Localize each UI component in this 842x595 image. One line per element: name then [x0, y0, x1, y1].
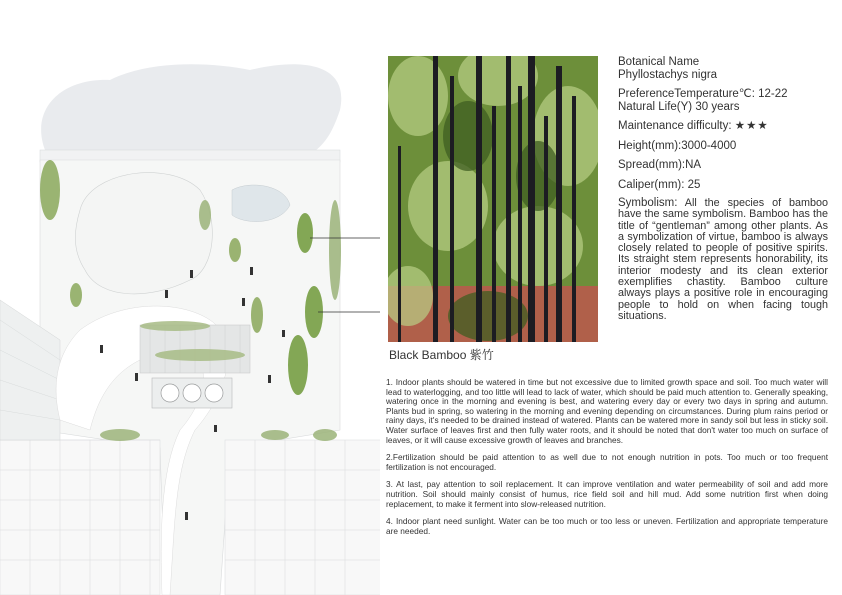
- height: Height(mm):3000-4000: [618, 139, 737, 152]
- site-plan: [0, 0, 380, 595]
- caliper: Caliper(mm): 25: [618, 178, 701, 191]
- preference-temperature: PreferenceTemperature℃: 12-22: [618, 88, 788, 100]
- care-notes: [386, 378, 828, 544]
- black-bamboo-photo: [388, 56, 598, 342]
- natural-life: Natural Life(Y) 30 years: [618, 100, 740, 113]
- symbolism-label: Symbolism:: [618, 197, 678, 209]
- botanical-name-label: Botanical Name: [618, 56, 700, 68]
- care-note-soil: 3. At last, pay attention to soil replacement. It can improve ventilation and water permeability of soil and add more nutrition. Soil should mainly consist of humus, rice field soil and hill mud. Add some nutrition first when doing replacement, to make it ferment into slow-released nutrition.: [386, 479, 828, 509]
- star-rating-icon: ★★★: [734, 120, 769, 132]
- plan-top-plaza: [41, 64, 341, 160]
- care-note-fertilization: 2.Fertilization should be paid attention to as well due to not enough nutrition in pots. Too much or too frequent fertilization is not encouraged.: [386, 452, 828, 472]
- care-note-sunlight: 4. Indoor plant need sunlight. Water can be too much or too less or uneven. Fertilization and appropriate temperature are needed.: [386, 516, 828, 536]
- botanical-name: Phyllostachys nigra: [618, 68, 718, 81]
- species-info: [618, 56, 828, 322]
- photo-caption: Black Bamboo 紫竹: [389, 348, 494, 362]
- spread: Spread(mm):NA: [618, 159, 702, 171]
- care-note-watering: 1. Indoor plants should be watered in time but not excessive due to limited growth space and soil. Too much water will lead to waterlogging, and too little will lead to lack of water, which should be paid much attention to. Generally speaking, watering once in the morning and evening is best, and watering every day or every two days in spring and autumn. Plants bud in spring, so watering in the morning and evening depending on circumstances. During plum rains period or rainy days, it's needed to be drained instead of watered. Plants can be watered more in sandy soil but less in sticky soil. Water surface of leaves first and then fully water roots, and it should be noted that don't water too much on surface of leaves, or it will cause excessive growth of leaves and branches.: [386, 377, 828, 445]
- maintenance-difficulty: [618, 120, 828, 133]
- symbolism: [618, 198, 828, 322]
- maintenance-label: Maintenance difficulty:: [618, 120, 732, 132]
- symbolism-text: All the species of bamboo have the same symbolism. Bamboo has the title of “gentleman” among other plants. As a symbolization of virtue, bamboo is always closely related to people of positive spirits. Its straight stem represents honorability, its interior modesty and its clean exterior exemplifies chastity. Bamboo culture always plays a positive role in encouraging people to hold on when facing tough situations.: [618, 197, 828, 322]
